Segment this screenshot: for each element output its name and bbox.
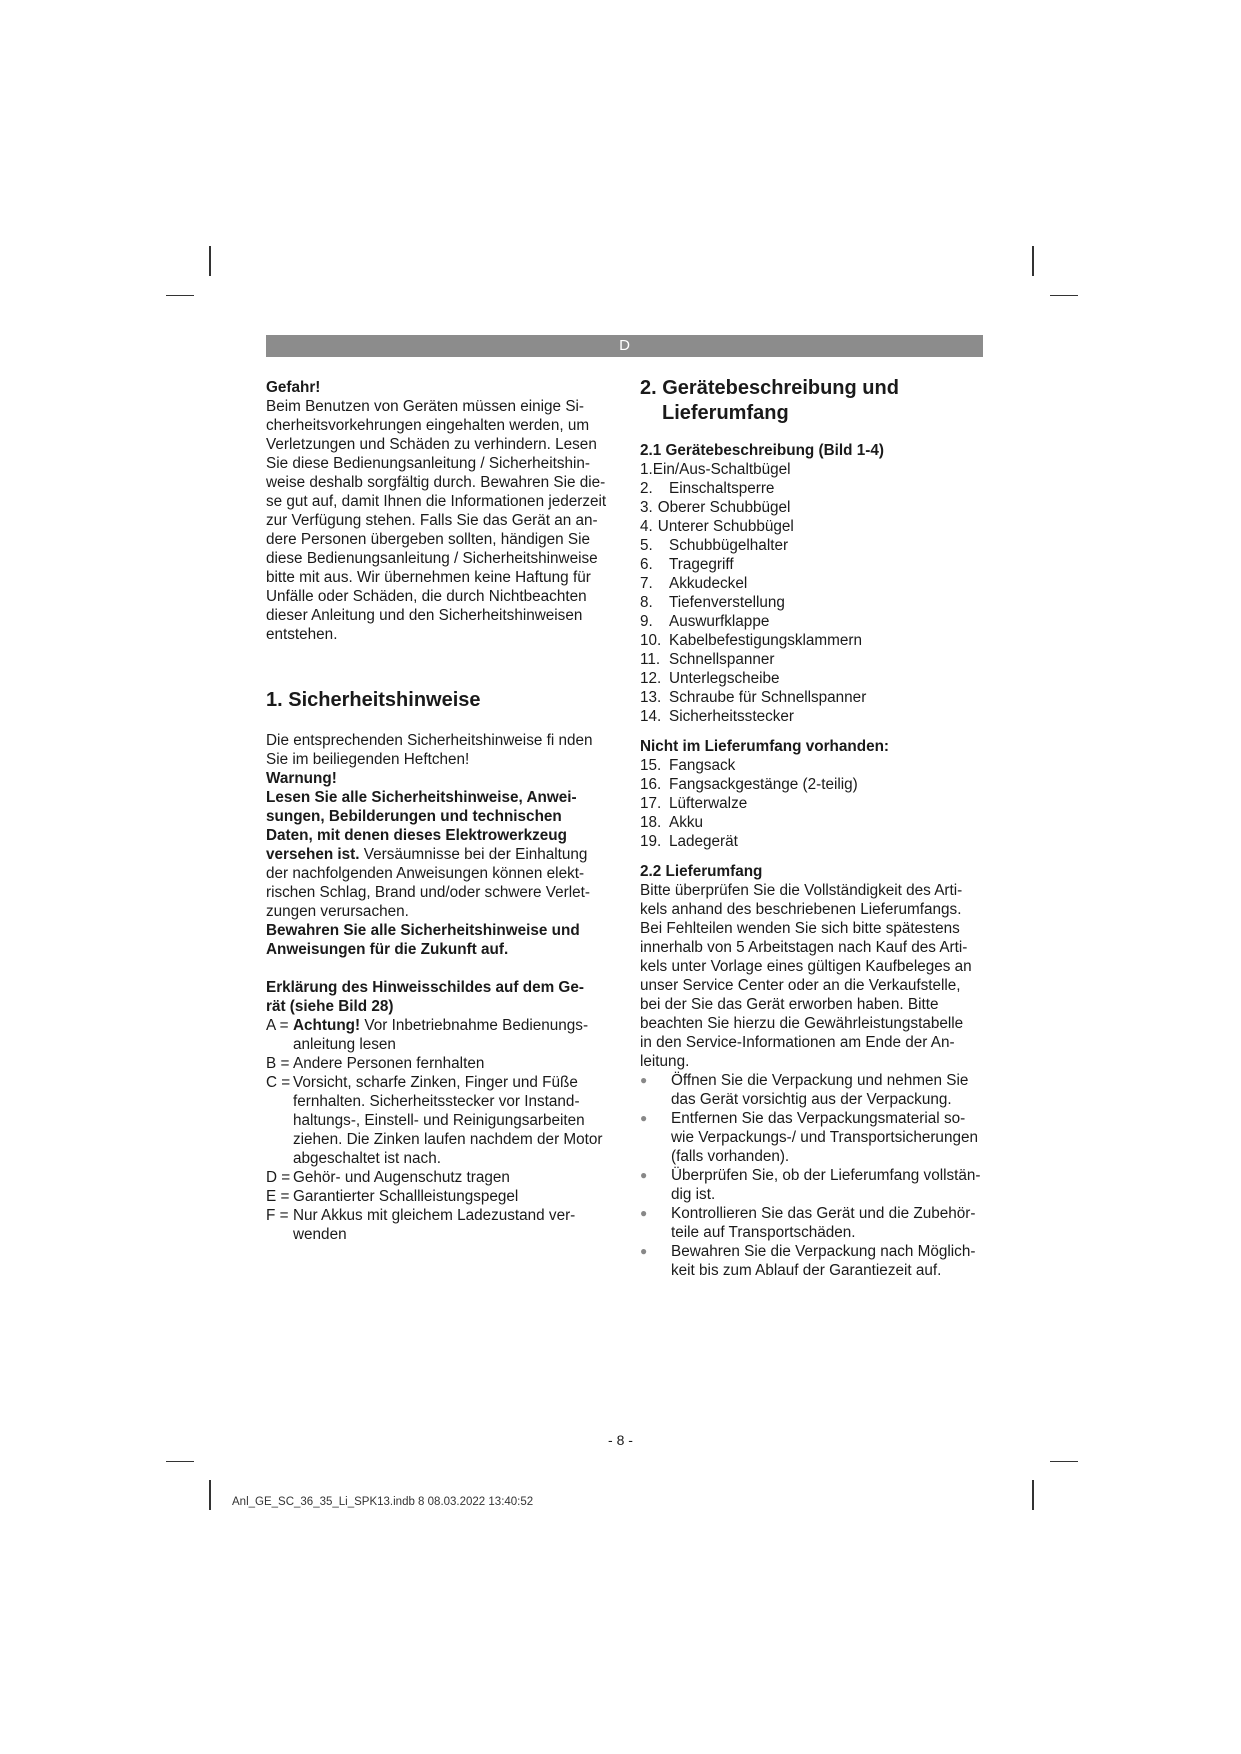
list-label: Akkudeckel [669,575,748,592]
bullet-text: Kontrollieren Sie das Gerät und die Zubehör- teile auf Transportschäden. [671,1205,976,1241]
part-list-item [640,536,990,555]
bullet-item [640,1204,990,1242]
not-included-list [640,756,990,851]
sign-item-text: Nur Akkus mit gleichem Ladezustand ver- wenden [293,1207,576,1243]
list-number: 1. [640,461,653,478]
bullet-item [640,1242,990,1280]
packaging-bullets [640,1071,990,1280]
bullet-item [640,1109,990,1166]
part-list-item [640,479,990,498]
bullet-item [640,1071,990,1109]
sign-list-item [266,1206,616,1244]
not-included-item [640,775,990,794]
list-number: 17. [640,795,662,812]
warning-bold-text: Lesen Sie alle Sicherheitshinweise, Anwei- sungen, Bebilderungen und technischen Daten, mit denen dieses Elektrowerkzeug versehen ist. [266,789,577,863]
sign-list-item [266,1073,616,1168]
bullet-dot-icon: ● [640,1111,648,1125]
warning-paragraph [266,788,616,921]
page-number: - 8 - [608,1432,633,1448]
bullet-text: Entfernen Sie das Verpackungsmaterial so- wie Verpackungs-/ und Transportsicherungen (falls vorhanden). [671,1110,978,1165]
list-label: Akku [669,814,704,831]
list-label: Einschaltsperre [669,480,775,497]
not-included-item [640,832,990,851]
list-number: 13. [640,689,662,706]
list-number: 18. [640,814,662,831]
right-column [640,376,990,1280]
sign-list-item [266,1016,616,1054]
list-label: Ladegerät [669,833,738,850]
sign-list-item [266,1187,616,1206]
part-list-item [640,707,990,726]
keep-instructions-text: Bewahren Sie alle Sicherheitshinweise und Anweisungen für die Zukunft auf. [266,922,580,958]
sign-list-item [266,1168,616,1187]
warning-rest-text: Versäumnisse bei der Einhaltung der nachfolgenden Anweisungen können elekt- rischen Schlag, Brand und/oder schwere Verlet- zungen verursachen. [266,846,590,920]
list-number: 19. [640,833,662,850]
list-label: Fangsack [669,757,736,774]
list-number: 5. [640,537,653,554]
bullet-item [640,1166,990,1204]
not-included-title: Nicht im Lieferumfang vorhanden: [640,738,890,755]
list-number: 15. [640,757,662,774]
delivery-scope-text: Bitte überprüfen Sie die Vollständigkeit des Arti- kels anhand des beschriebenen Lieferumfangs. Bei Fehlteilen wenden Sie sich bitte spätestens innerhalb von 5 Arbeitstagen nach Kauf des Arti- kels unter Vorlage eines gültigen Kaufbeleges an unser Service Center oder an die Verkaufstelle, bei der Sie das Gerät erworben haben. Bitte beachten Sie hierzu die Gewährleistungstabelle in den Service-Informationen am Ende der An- leitung. [640,882,972,1070]
sign-item-key: D = [266,1169,291,1186]
list-number: 6. [640,556,653,573]
bullet-text: Bewahren Sie die Verpackung nach Möglich- keit bis zum Ablauf der Garantiezeit auf. [671,1243,976,1279]
list-number: 16. [640,776,662,793]
part-list-item [640,669,990,688]
crop-mark [1050,1461,1078,1462]
bullet-dot-icon: ● [640,1244,648,1258]
language-tab-label: D [619,337,630,354]
parts-list [640,460,990,726]
bullet-dot-icon: ● [640,1168,648,1182]
part-list-item [640,688,990,707]
warning-title: Warnung! [266,770,337,787]
list-label: Kabelbefestigungsklammern [669,632,863,649]
list-label: Unterer Schubbügel [657,518,794,535]
subsection-2-2-title: 2.2 Lieferumfang [640,863,763,880]
crop-mark [1032,1480,1034,1510]
list-number: 9. [640,613,653,630]
section-2-title-line2: Lieferumfang [662,402,789,424]
crop-mark [209,1480,211,1510]
part-list-item [640,517,990,536]
crop-mark [209,246,211,276]
language-header-bar [266,335,983,357]
list-label: Sicherheitsstecker [669,708,794,725]
list-label: Unterlegscheibe [669,670,780,687]
list-label: Tiefenverstellung [669,594,785,611]
part-list-item [640,498,990,517]
intro-text: Die entsprechenden Sicherheitshinweise fi nden Sie im beiliegenden Heftchen! [266,732,593,768]
sign-item-text: Andere Personen fernhalten [293,1055,485,1072]
list-label: Lüfterwalze [669,795,748,812]
list-number: 3. [640,499,653,516]
crop-mark [166,1461,194,1462]
sign-explanation-title: Erklärung des Hinweisschildes auf dem Ge- rät (siehe Bild 28) [266,979,584,1015]
sign-list-item [266,1054,616,1073]
danger-title: Gefahr! [266,379,321,396]
part-list-item [640,555,990,574]
crop-mark [1032,246,1034,276]
not-included-item [640,794,990,813]
sign-list [266,1016,616,1244]
bullet-text: Überprüfen Sie, ob der Lieferumfang vollstän- dig ist. [671,1167,981,1203]
sign-item-text: Garantierter Schallleistungspegel [293,1188,519,1205]
sign-item-text: Gehör- und Augenschutz tragen [293,1169,510,1186]
sign-item-key: F = [266,1207,289,1224]
list-number: 8. [640,594,653,611]
sign-item-text: Achtung! Vor Inbetriebnahme Bedienungs- anleitung lesen [293,1017,589,1053]
sign-item-key: E = [266,1188,290,1205]
list-label: Ein/Aus-Schaltbügel [652,461,791,478]
list-number: 7. [640,575,653,592]
danger-text: Beim Benutzen von Geräten müssen einige Si- cherheitsvorkehrungen eingehalten werden, um Verletzungen und Schäden zu verhindern. Lesen Sie diese Bedienungsanleitung / Sicherheitshin- weise deshalb sorgfältig durch. Bewahren Sie die- se gut auf, damit Ihnen die Informationen jederzeit zur Verfügung stehen. Falls Sie das Gerät an an- dere Personen übergeben sollten, händigen Sie diese Bedienungsanleitung / Sicherheitshinweise bitte mit aus. Wir übernehmen keine Haftung für Unfälle oder Schäden, die durch Nichtbeachten dieser Anleitung und den Sicherheitshinweisen entstehen. [266,398,607,643]
bullet-text: Öffnen Sie die Verpackung und nehmen Sie das Gerät vorsichtig aus der Verpackung. [671,1072,969,1108]
print-footer: Anl_GE_SC_36_35_Li_SPK13.indb 8 08.03.2022 13:40:52 [232,1496,534,1508]
section-1-title: 1. Sicherheitshinweise [266,689,481,711]
list-label: Fangsackgestänge (2-teilig) [669,776,858,793]
sign-item-text: Vorsicht, scharfe Zinken, Finger und Füße fernhalten. Sicherheitsstecker vor Instand- haltungs-, Einstell- und Reinigungsarbeiten ziehen. Die Zinken laufen nachdem der Motor abgeschaltet ist nach. [293,1074,603,1167]
section-2-title: 2. Gerätebeschreibung und [640,377,899,399]
part-list-item [640,631,990,650]
part-list-item [640,460,990,479]
part-list-item [640,612,990,631]
sign-item-bold: Achtung! [293,1017,361,1034]
part-list-item [640,650,990,669]
list-label: Schubbügelhalter [669,537,789,554]
list-label: Tragegriff [669,556,734,573]
sign-item-key: C = [266,1074,291,1091]
not-included-item [640,813,990,832]
part-list-item [640,574,990,593]
list-number: 10. [640,632,662,649]
sign-item-key: A = [266,1017,289,1034]
subsection-2-1-title: 2.1 Gerätebeschreibung (Bild 1-4) [640,442,884,459]
list-number: 14. [640,708,662,725]
list-label: Oberer Schubbügel [657,499,791,516]
sign-item-key: B = [266,1055,290,1072]
list-label: Schnellspanner [669,651,775,668]
left-column [266,378,616,1244]
crop-mark [166,295,194,296]
part-list-item [640,593,990,612]
list-number: 12. [640,670,662,687]
list-number: 4. [640,518,653,535]
bullet-dot-icon: ● [640,1206,648,1220]
bullet-dot-icon: ● [640,1073,648,1087]
list-number: 11. [640,651,661,668]
list-number: 2. [640,480,653,497]
not-included-item [640,756,990,775]
list-label: Schraube für Schnellspanner [669,689,867,706]
list-label: Auswurfklappe [669,613,770,630]
crop-mark [1050,295,1078,296]
